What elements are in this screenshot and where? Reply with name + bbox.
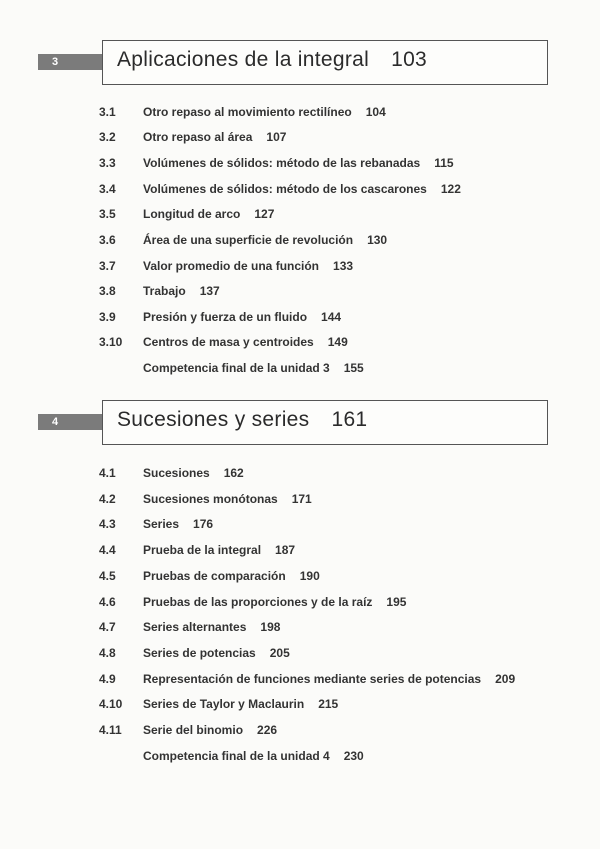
entry-title	[143, 749, 364, 763]
entry-title	[143, 517, 213, 531]
entry-number: 4.4	[99, 543, 116, 557]
toc-entry[interactable]	[0, 207, 600, 225]
entry-page: 133	[333, 259, 354, 273]
entry-title-text: Otro repaso al movimiento rectilíneo	[143, 105, 352, 119]
entry-title-text: Series de potencias	[143, 646, 256, 660]
entry-page: 104	[365, 105, 386, 119]
entry-number: 3.1	[99, 105, 116, 119]
toc-entry[interactable]	[0, 543, 600, 561]
toc-entry[interactable]	[0, 156, 600, 174]
toc-entry[interactable]	[0, 697, 600, 715]
entry-title-text: Sucesiones monótonas	[143, 492, 278, 506]
entry-title-text: Competencia final de la unidad 4	[143, 749, 330, 763]
toc-entry[interactable]	[0, 646, 600, 664]
unit-title	[117, 408, 367, 432]
entry-page: 209	[495, 672, 516, 686]
entry-number: 4.6	[99, 595, 116, 609]
entry-title	[143, 595, 406, 609]
entry-title-text: Longitud de arco	[143, 207, 241, 221]
entry-title-text: Serie del binomio	[143, 723, 244, 737]
unit-number-badge: 3	[38, 54, 104, 70]
unit-title-text: Sucesiones y series	[117, 408, 310, 431]
unit-page: 103	[391, 48, 428, 71]
entry-page: 137	[199, 284, 220, 298]
entry-page: 171	[291, 492, 312, 506]
entry-number: 4.3	[99, 517, 116, 531]
entry-title	[143, 335, 348, 349]
entry-page: 176	[193, 517, 214, 531]
entry-title	[143, 569, 320, 583]
entry-number: 4.5	[99, 569, 116, 583]
entry-title-text: Volúmenes de sólidos: método de los cascarones	[143, 182, 427, 196]
entry-title-text: Valor promedio de una función	[143, 259, 320, 273]
entry-title	[143, 130, 286, 144]
entry-number: 4.9	[99, 672, 116, 686]
entry-page: 230	[343, 749, 364, 763]
toc-entry[interactable]	[0, 259, 600, 277]
entry-title	[143, 723, 277, 737]
entry-title	[143, 233, 387, 247]
toc-entry[interactable]	[0, 517, 600, 535]
entry-title	[143, 646, 290, 660]
unit-title-box	[102, 40, 548, 85]
entry-title-text: Trabajo	[143, 284, 186, 298]
entry-title	[143, 310, 341, 324]
toc-entry[interactable]	[0, 595, 600, 613]
entry-number: 4.11	[99, 723, 122, 737]
toc-entry[interactable]	[0, 466, 600, 484]
entry-number: 3.8	[99, 284, 116, 298]
entry-number: 3.5	[99, 207, 116, 221]
entry-number: 4.8	[99, 646, 116, 660]
toc-entry[interactable]	[0, 335, 600, 353]
entry-title	[143, 105, 386, 119]
entry-title	[143, 182, 461, 196]
entry-title-text: Volúmenes de sólidos: método de las rebanadas	[143, 156, 421, 170]
entry-page: 195	[386, 595, 407, 609]
entry-page: 115	[434, 156, 454, 170]
unit-title-text: Aplicaciones de la integral	[117, 48, 370, 71]
entry-number: 3.7	[99, 259, 116, 273]
entry-title	[143, 697, 338, 711]
unit-title-box	[102, 400, 548, 445]
entry-page: 155	[343, 361, 364, 375]
entry-page: 162	[223, 466, 244, 480]
entry-title	[143, 620, 280, 634]
toc-entry[interactable]	[0, 105, 600, 123]
entry-page: 149	[327, 335, 348, 349]
entry-page: 130	[367, 233, 388, 247]
toc-entry[interactable]	[0, 361, 600, 379]
toc-entry[interactable]	[0, 182, 600, 200]
entry-title-text: Series	[143, 517, 180, 531]
toc-entry[interactable]	[0, 310, 600, 328]
entry-title-text: Centros de masa y centroides	[143, 335, 314, 349]
unit-page: 161	[331, 408, 368, 431]
entry-number: 4.10	[99, 697, 123, 711]
toc-entry[interactable]	[0, 569, 600, 587]
entry-number: 4.7	[99, 620, 116, 634]
entry-title-text: Sucesiones	[143, 466, 210, 480]
entry-page: 187	[275, 543, 296, 557]
toc-entry[interactable]	[0, 284, 600, 302]
entry-title-text: Pruebas de las proporciones y de la raíz	[143, 595, 373, 609]
entry-number: 3.3	[99, 156, 116, 170]
toc-entry[interactable]	[0, 492, 600, 510]
entry-page: 226	[257, 723, 278, 737]
entry-number: 4.1	[99, 466, 116, 480]
unit-title	[117, 48, 427, 72]
entry-title-text: Área de una superficie de revolución	[143, 233, 354, 247]
entry-title-text: Pruebas de comparación	[143, 569, 286, 583]
toc-entry[interactable]	[0, 672, 600, 690]
entry-title	[143, 284, 220, 298]
entry-title	[143, 466, 244, 480]
unit-number-badge: 4	[38, 414, 104, 430]
entry-page: 127	[254, 207, 275, 221]
entry-title	[143, 259, 353, 273]
entry-title-text: Series de Taylor y Maclaurin	[143, 697, 305, 711]
entry-title	[143, 156, 454, 170]
toc-entry[interactable]	[0, 130, 600, 148]
toc-entry[interactable]	[0, 620, 600, 638]
entry-number: 4.2	[99, 492, 116, 506]
entry-page: 205	[269, 646, 290, 660]
entry-page: 198	[260, 620, 281, 634]
entry-number: 3.2	[99, 130, 116, 144]
toc-entry[interactable]	[0, 749, 600, 767]
entry-page: 190	[299, 569, 320, 583]
entry-number: 3.4	[99, 182, 116, 196]
entry-title	[143, 492, 312, 506]
entry-page: 144	[321, 310, 342, 324]
entry-number: 3.6	[99, 233, 116, 247]
entry-page: 122	[440, 182, 461, 196]
toc-entry[interactable]	[0, 723, 600, 741]
entry-title-text: Prueba de la integral	[143, 543, 262, 557]
entry-title	[143, 207, 274, 221]
entry-title-text: Otro repaso al área	[143, 130, 253, 144]
entry-title	[143, 672, 515, 686]
entry-title	[143, 543, 295, 557]
entry-number: 3.9	[99, 310, 116, 324]
toc-entry[interactable]	[0, 233, 600, 251]
entry-title-text: Competencia final de la unidad 3	[143, 361, 330, 375]
entry-page: 215	[318, 697, 339, 711]
entry-title-text: Series alternantes	[143, 620, 247, 634]
entry-title-text: Representación de funciones mediante series de potencias	[143, 672, 482, 686]
entry-title	[143, 361, 364, 375]
entry-number: 3.10	[99, 335, 123, 349]
entry-page: 107	[266, 130, 287, 144]
entry-title-text: Presión y fuerza de un fluido	[143, 310, 308, 324]
